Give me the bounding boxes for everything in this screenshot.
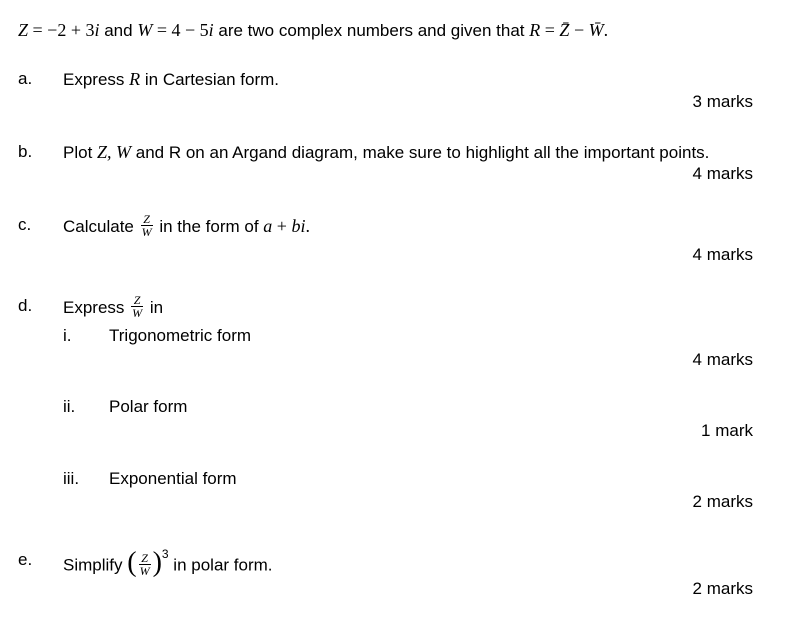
fraction-denominator: W	[132, 306, 143, 320]
math-r: R	[129, 69, 141, 89]
question-text: Calculate	[63, 216, 139, 236]
question-e-marks: 2 marks	[692, 579, 753, 598]
question-a-letter: a.	[18, 69, 33, 88]
question-c-letter: c.	[18, 215, 32, 234]
subquestion-iii-text: Exponential form	[109, 469, 237, 488]
w-value: = 4 − 5	[152, 20, 209, 40]
equals-sign: =	[28, 20, 48, 40]
exponent: 3	[161, 547, 169, 561]
equals-sign: =	[540, 20, 560, 40]
question-text: in Cartesian form.	[140, 70, 280, 89]
imaginary-unit: i	[94, 20, 100, 40]
right-paren: )	[152, 547, 162, 579]
r-variable: R	[529, 20, 541, 40]
question-text: Simplify	[63, 555, 128, 575]
question-text: in	[145, 297, 164, 317]
subquestion-ii-number: ii.	[63, 397, 76, 416]
fraction-z-over-w	[141, 213, 153, 238]
subquestion-iii-marks: 2 marks	[692, 492, 753, 511]
fraction-numerator: Z	[139, 552, 151, 565]
fraction-denominator: W	[141, 225, 152, 239]
fraction-denominator: W	[139, 563, 150, 578]
question-text: Express	[63, 297, 130, 317]
z-value: −2 + 3	[47, 20, 95, 40]
w-conjugate: W̄	[588, 20, 604, 40]
period: .	[305, 215, 310, 236]
fraction-z-over-w	[131, 294, 143, 319]
fraction-z-over-w	[139, 552, 151, 577]
and-text: and	[99, 21, 138, 40]
subquestion-ii-marks: 1 mark	[701, 421, 753, 440]
question-e-text	[63, 546, 273, 580]
question-c-marks: 4 marks	[692, 245, 753, 264]
question-text: in the form of	[154, 216, 264, 236]
problem-statement	[18, 20, 608, 41]
question-b-marks: 4 marks	[692, 164, 753, 183]
z-conjugate: Z̄	[559, 20, 570, 40]
question-d-letter: d.	[18, 296, 33, 315]
question-text: and R on an Argand diagram, make sure to highlight all the important points.	[131, 143, 710, 162]
question-text: Plot	[63, 143, 98, 162]
math-zw: Z, W	[97, 142, 132, 162]
left-paren: (	[127, 547, 137, 579]
subquestion-iii-number: iii.	[63, 469, 80, 488]
statement-text: are two complex numbers and given that	[213, 21, 530, 40]
plus-sign: +	[272, 215, 292, 236]
z-variable: Z	[18, 20, 29, 40]
fraction-numerator: Z	[131, 294, 143, 307]
question-c-text	[63, 212, 310, 240]
subquestion-ii-text: Polar form	[109, 397, 188, 416]
question-b-letter: b.	[18, 142, 33, 161]
subquestion-i-text: Trigonometric form	[109, 326, 252, 345]
question-text: Express	[63, 70, 130, 89]
imaginary-unit: i	[208, 20, 214, 40]
minus-sign: −	[569, 20, 589, 40]
question-a-text	[63, 69, 279, 90]
fraction-numerator: Z	[141, 213, 153, 226]
question-a-marks: 3 marks	[692, 92, 753, 111]
subquestion-i-number: i.	[63, 326, 72, 345]
question-d-text	[63, 293, 164, 321]
question-b-text	[63, 142, 709, 163]
w-variable: W	[137, 20, 153, 40]
question-text: in polar form.	[168, 555, 273, 575]
question-e-letter: e.	[18, 550, 33, 569]
period: .	[603, 20, 609, 40]
math-a: a	[263, 215, 273, 236]
math-bi: bi	[291, 215, 306, 236]
subquestion-i-marks: 4 marks	[692, 350, 753, 369]
